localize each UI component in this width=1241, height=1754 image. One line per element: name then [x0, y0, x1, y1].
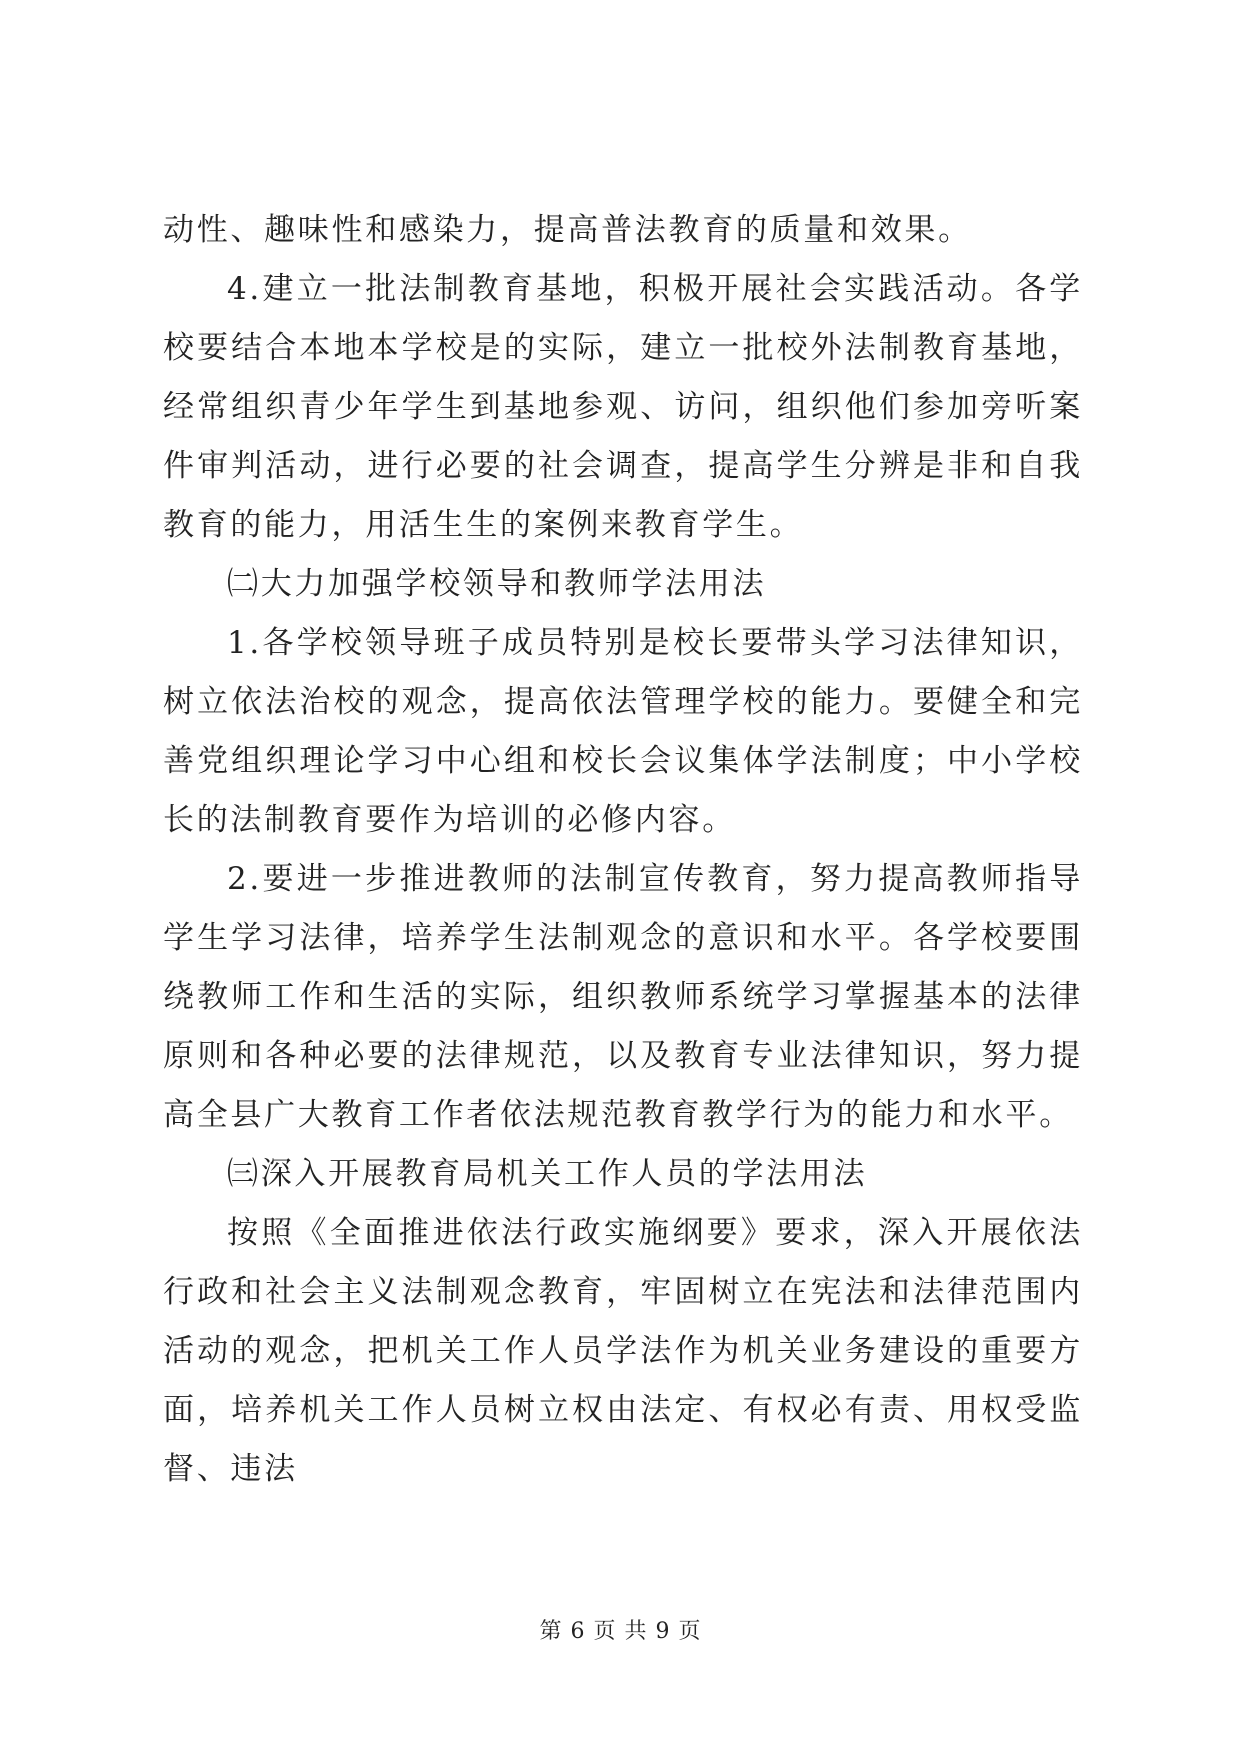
document-body	[163, 201, 1083, 1499]
paragraph-item-4: 4.建立一批法制教育基地，积极开展社会实践活动。各学校要结合本地本学校是的实际，建立一批校外法制教育基地，经常组织青少年学生到基地参观、访问，组织他们参加旁听案件审判活动，进行必要的社会调查，提高学生分辨是非和自我教育的能力，用活生生的案例来教育学生。	[163, 271, 1083, 543]
paragraph-item-2: 2.要进一步推进教师的法制宣传教育，努力提高教师指导学生学习法律，培养学生法制观念的意识和水平。各学校要围绕教师工作和生活的实际，组织教师系统学习掌握基本的法律原则和各种必要的法律规范，以及教育专业法律知识，努力提高全县广大教育工作者依法规范教育教学行为的能力和水平。	[163, 861, 1083, 1133]
paragraph-body: 按照《全面推进依法行政实施纲要》要求，深入开展依法行政和社会主义法制观念教育，牢固树立在宪法和法律范围内活动的观念，把机关工作人员学法作为机关业务建设的重要方面，培养机关工作人员树立权由法定、有权必有责、用权受监督、违法	[163, 1215, 1083, 1487]
paragraph-item-1: 1.各学校领导班子成员特别是校长要带头学习法律知识，树立依法治校的观念，提高依法管理学校的能力。要健全和完善党组织理论学习中心组和校长会议集体学法制度；中小学校长的法制教育要作为培训的必修内容。	[163, 625, 1083, 838]
section-heading-2: ㈡大力加强学校领导和教师学法用法	[227, 566, 767, 602]
paragraph-continuation: 动性、趣味性和感染力，提高普法教育的质量和效果。	[163, 212, 972, 248]
page-number-footer: 第 6 页 共 9 页	[539, 1619, 702, 1644]
section-heading-3: ㈢深入开展教育局机关工作人员的学法用法	[227, 1156, 868, 1192]
